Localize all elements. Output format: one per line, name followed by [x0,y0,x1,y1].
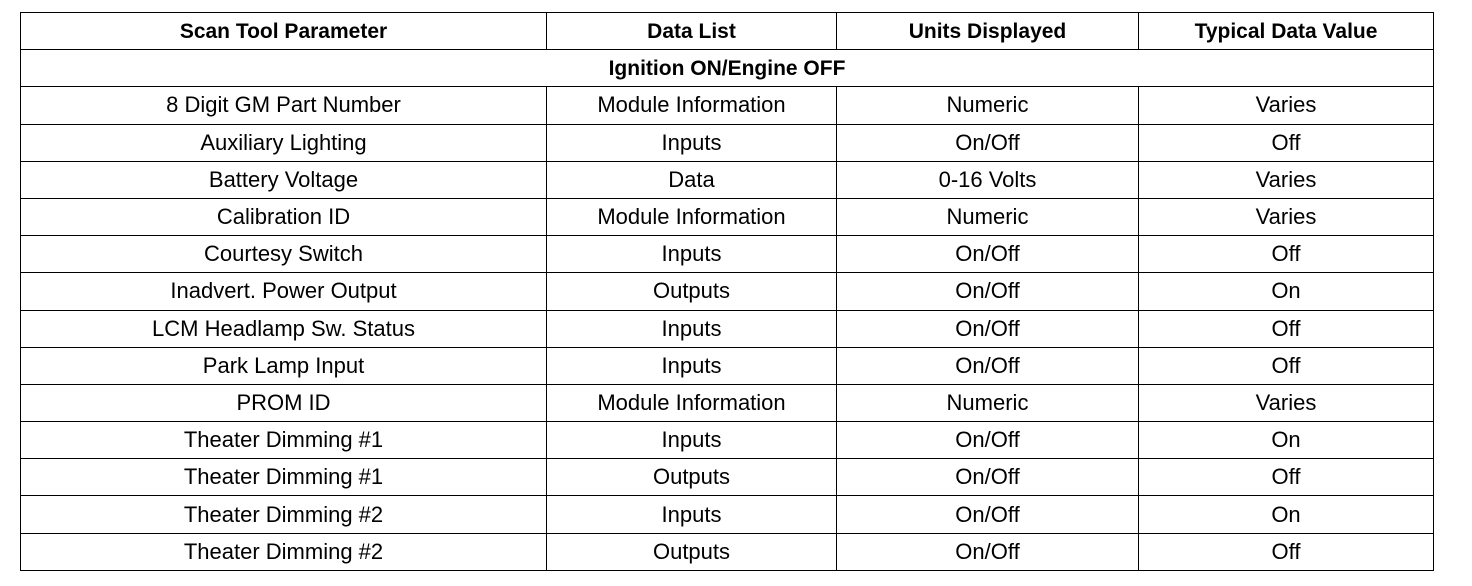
table-row [21,422,1434,459]
table-body [21,50,1434,571]
cell-data-list: Inputs [547,310,837,347]
section-row [21,50,1434,87]
cell-parameter: Theater Dimming #2 [21,496,547,533]
cell-typical-value: Varies [1139,161,1434,198]
table-row [21,273,1434,310]
cell-parameter: Battery Voltage [21,161,547,198]
cell-typical-value: Off [1139,310,1434,347]
table-row [21,533,1434,570]
table-row [21,496,1434,533]
cell-units: Numeric [837,384,1139,421]
cell-typical-value: On [1139,496,1434,533]
table-row [21,161,1434,198]
cell-data-list: Inputs [547,422,837,459]
cell-units: On/Off [837,236,1139,273]
cell-typical-value: Off [1139,347,1434,384]
header-scan-tool-parameter: Scan Tool Parameter [21,13,547,50]
cell-typical-value: On [1139,273,1434,310]
cell-parameter: Theater Dimming #1 [21,459,547,496]
cell-data-list: Outputs [547,533,837,570]
cell-data-list: Inputs [547,347,837,384]
cell-typical-value: Off [1139,236,1434,273]
header-row [21,13,1434,50]
cell-typical-value: Varies [1139,198,1434,235]
cell-typical-value: Varies [1139,87,1434,124]
cell-typical-value: Off [1139,124,1434,161]
cell-data-list: Data [547,161,837,198]
table-row [21,459,1434,496]
cell-units: Numeric [837,198,1139,235]
cell-data-list: Inputs [547,236,837,273]
table-row [21,310,1434,347]
cell-units: On/Off [837,273,1139,310]
cell-parameter: Park Lamp Input [21,347,547,384]
table-row [21,124,1434,161]
cell-typical-value: Varies [1139,384,1434,421]
cell-data-list: Inputs [547,496,837,533]
cell-data-list: Module Information [547,87,837,124]
cell-data-list: Outputs [547,273,837,310]
header-units-displayed: Units Displayed [837,13,1139,50]
cell-units: Numeric [837,87,1139,124]
cell-units: On/Off [837,496,1139,533]
table-row [21,384,1434,421]
cell-parameter: LCM Headlamp Sw. Status [21,310,547,347]
table-row [21,198,1434,235]
cell-parameter: Calibration ID [21,198,547,235]
cell-data-list: Module Information [547,384,837,421]
cell-typical-value: On [1139,422,1434,459]
cell-typical-value: Off [1139,459,1434,496]
cell-units: On/Off [837,533,1139,570]
cell-units: On/Off [837,422,1139,459]
cell-parameter: Theater Dimming #1 [21,422,547,459]
cell-units: On/Off [837,310,1139,347]
cell-parameter: Inadvert. Power Output [21,273,547,310]
header-typical-data-value: Typical Data Value [1139,13,1434,50]
cell-parameter: Courtesy Switch [21,236,547,273]
cell-data-list: Inputs [547,124,837,161]
cell-typical-value: Off [1139,533,1434,570]
cell-parameter: Theater Dimming #2 [21,533,547,570]
cell-data-list: Module Information [547,198,837,235]
section-title: Ignition ON/Engine OFF [21,50,1434,87]
cell-parameter: 8 Digit GM Part Number [21,87,547,124]
scan-tool-data-table [20,12,1434,571]
cell-units: On/Off [837,459,1139,496]
cell-parameter: Auxiliary Lighting [21,124,547,161]
cell-data-list: Outputs [547,459,837,496]
cell-units: On/Off [837,124,1139,161]
table-row [21,236,1434,273]
cell-units: 0-16 Volts [837,161,1139,198]
cell-units: On/Off [837,347,1139,384]
table-row [21,87,1434,124]
cell-parameter: PROM ID [21,384,547,421]
table-row [21,347,1434,384]
header-data-list: Data List [547,13,837,50]
